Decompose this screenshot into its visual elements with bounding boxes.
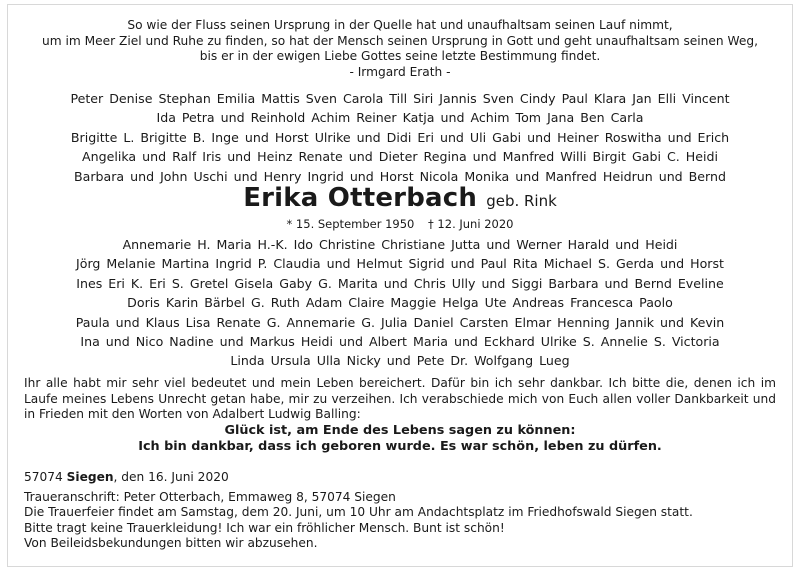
mourners-line: Brigitte L. Brigitte B. Inge und Horst Ulrike und Didi Eri und Uli Gabi und Heiner Roswitha und Erich bbox=[70, 129, 730, 145]
notice-footer bbox=[24, 470, 776, 552]
mourners-line: Doris Karin Bärbel G. Ruth Adam Claire Maggie Helga Ute Andreas Francesca Paolo bbox=[127, 295, 673, 311]
mourners-line: Ines Eri K. Eri S. Gretel Gisela Gaby G. Marita und Chris Ully und Siggi Barbara und Bernd Eveline bbox=[76, 275, 724, 291]
death-date: † 12. Juni 2020 bbox=[428, 217, 514, 231]
deceased-heading bbox=[0, 183, 800, 213]
farewell-message: Ihr alle habt mir sehr viel bedeutet und mein Leben bereichert. Dafür bin ich sehr dankbar. Ich bitte die, denen ich im Laufe meines Lebens Unrecht getan habe, mir zu verzeihen. Ich verabschiede mich von Euch allen voller Dankbarkeit und in Frieden mit den Worten von Adalbert Ludwig Balling: bbox=[24, 376, 776, 422]
city: Siegen bbox=[66, 470, 114, 484]
motto-line: Ich bin dankbar, dass ich geboren wurde. Es war schön, leben zu dürfen. bbox=[138, 439, 662, 454]
mourning-address: Traueranschrift: Peter Otterbach, Emmaweg 8, 57074 Siegen bbox=[24, 489, 396, 504]
quote-author: - Irmgard Erath - bbox=[349, 64, 451, 79]
opening-quote bbox=[0, 18, 800, 80]
birth-date: * 15. September 1950 bbox=[286, 217, 415, 231]
mourners-line: Barbara und John Uschi und Henry Ingrid und Horst Nicola Monika und Manfred Heidrun und Bernd bbox=[73, 168, 726, 184]
mourners-list-top bbox=[0, 89, 800, 186]
dress-note: Bitte tragt keine Trauerkleidung! Ich war ein fröhlicher Mensch. Bunt ist schön! bbox=[24, 520, 505, 535]
condolence-note: Von Beileidsbekundungen bitten wir abzusehen. bbox=[24, 536, 318, 551]
closing-motto bbox=[0, 423, 800, 455]
mourners-list-bottom bbox=[0, 235, 800, 371]
mourners-line: Jörg Melanie Martina Ingrid P. Claudia und Helmut Sigrid und Paul Rita Michael S. Gerda und Horst bbox=[76, 256, 724, 272]
motto-line: Glück ist, am Ende des Lebens sagen zu können: bbox=[224, 423, 576, 438]
mourners-line: Annemarie H. Maria H.-K. Ido Christine Christiane Jutta und Werner Harald und Heidi bbox=[122, 237, 678, 252]
mourners-line: Ina und Nico Nadine und Markus Heidi und Albert Maria und Eckhard Ulrike S. Annelie S. Victoria bbox=[80, 334, 720, 350]
date: , den 16. Juni 2020 bbox=[113, 470, 229, 484]
deceased-name: Erika Otterbach bbox=[243, 183, 478, 213]
life-dates bbox=[0, 217, 800, 231]
place-date bbox=[24, 470, 776, 486]
mourners-line: Linda Ursula Ulla Nicky und Pete Dr. Wolfgang Lueg bbox=[230, 353, 570, 369]
quote-line: bis er in der ewigen Liebe Gottes seine letzte Bestimmung findet. bbox=[199, 49, 601, 64]
quote-line: um im Meer Ziel und Ruhe zu finden, so hat der Mensch seinen Ursprung in Gott und geht unaufhaltsam seinen Weg, bbox=[42, 33, 758, 48]
quote-line: So wie der Fluss seinen Ursprung in der Quelle hat und unaufhaltsam seinen Lauf nimmt, bbox=[127, 18, 673, 32]
mourners-line: Angelika und Ralf Iris und Heinz Renate und Dieter Regina und Manfred Willi Birgit Gabi C. Heidi bbox=[82, 149, 718, 165]
postcode: 57074 bbox=[24, 470, 63, 484]
mourners-line: Ida Petra und Reinhold Achim Reiner Katja und Achim Tom Jana Ben Carla bbox=[156, 110, 644, 126]
funeral-info: Die Trauerfeier findet am Samstag, dem 20. Juni, um 10 Uhr am Andachtsplatz im Friedhofswald Siegen statt. bbox=[24, 505, 693, 520]
mourners-line: Paula und Klaus Lisa Renate G. Annemarie G. Julia Daniel Carsten Elmar Henning Jannik und Kevin bbox=[75, 314, 725, 330]
birth-name: geb. Rink bbox=[486, 192, 557, 210]
mourners-line: Peter Denise Stephan Emilia Mattis Sven Carola Till Siri Jannis Sven Cindy Paul Klara Jan Elli Vincent bbox=[70, 91, 730, 106]
